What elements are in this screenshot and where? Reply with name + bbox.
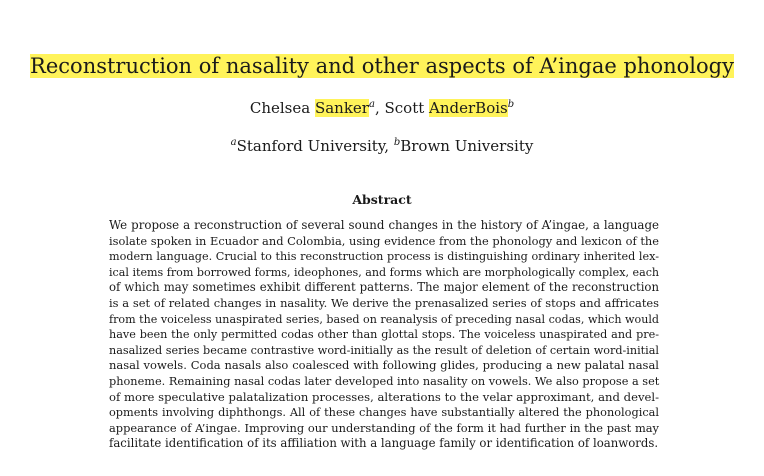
affiliation-2 — [394, 137, 534, 155]
abstract-line: facilitate identification of its affiliation with a language family or identification of loanwords. — [109, 436, 659, 451]
abstract-line: We propose a reconstruction of several sound changes in the history of A’ingae, a language — [109, 218, 659, 232]
author-2-affil-mark: b — [507, 99, 515, 110]
author-2-highlight: AnderBois — [429, 99, 508, 117]
abstract-line: ical items from borrowed forms, ideophones, and forms which are morphologically complex, each — [109, 265, 660, 279]
author-list — [0, 98, 764, 118]
abstract-line: from the voiceless unaspirated series, based on reanalysis of preceding nasal codas, which would — [109, 312, 659, 326]
author-separator: , — [374, 99, 385, 117]
title-highlight: Reconstruction of nasality and other aspects of A’ingae phonology — [30, 54, 734, 78]
abstract-line: appearance of A’ingae. Improving our understanding of the form it had further in the past may — [109, 420, 659, 435]
abstract-body — [109, 218, 659, 452]
abstract-line: isolate spoken in Ecuador and Colombia, using evidence from the phonology and lexicon of the — [109, 233, 659, 248]
affiliation-1-name: Stanford University — [236, 137, 385, 155]
author-2-plain: Scott — [384, 99, 430, 117]
affiliation-separator: , — [384, 137, 394, 155]
author-1-affil-mark: a — [368, 99, 375, 110]
author-2 — [385, 99, 515, 117]
abstract-heading: Abstract — [352, 192, 412, 207]
abstract-line: nasalized series became contrastive word-initially as the result of deletion of certain word-initial — [109, 343, 659, 357]
abstract-line: phoneme. Remaining nasal codas later developed into nasality on vowels. We also propose a set — [109, 374, 660, 388]
abstract-line: of which may sometimes exhibit different patterns. The major element of the reconstruction — [109, 280, 659, 295]
abstract-line: opments involving diphthongs. All of these changes have substantially altered the phonological — [109, 406, 659, 420]
affiliation-2-name: Brown University — [400, 137, 534, 155]
author-1-plain: Chelsea — [249, 99, 315, 117]
author-1-highlight: Sanker — [314, 99, 369, 117]
abstract-line: of more speculative palatalization processes, alterations to the velar approximant, and devel- — [109, 389, 659, 404]
abstract-line: modern language. Crucial to this reconstruction process is distinguishing ordinary inherited lex- — [109, 250, 659, 264]
abstract-line: is a set of related changes in nasality. We derive the prenasalized series of stops and affricates — [109, 295, 659, 310]
abstract-line: have been the only permitted codas other than glottal stops. The voiceless unaspirated and pre- — [109, 328, 659, 342]
affiliation-1 — [231, 137, 385, 155]
affiliation-1-mark: a — [230, 137, 237, 148]
paper-title — [0, 52, 764, 80]
affiliation-list — [0, 136, 764, 156]
abstract-line: nasal vowels. Coda nasals also coalesced with following glides, producing a new palatal nasal — [109, 358, 659, 373]
author-1 — [250, 99, 375, 117]
affiliation-2-mark: b — [393, 137, 401, 148]
